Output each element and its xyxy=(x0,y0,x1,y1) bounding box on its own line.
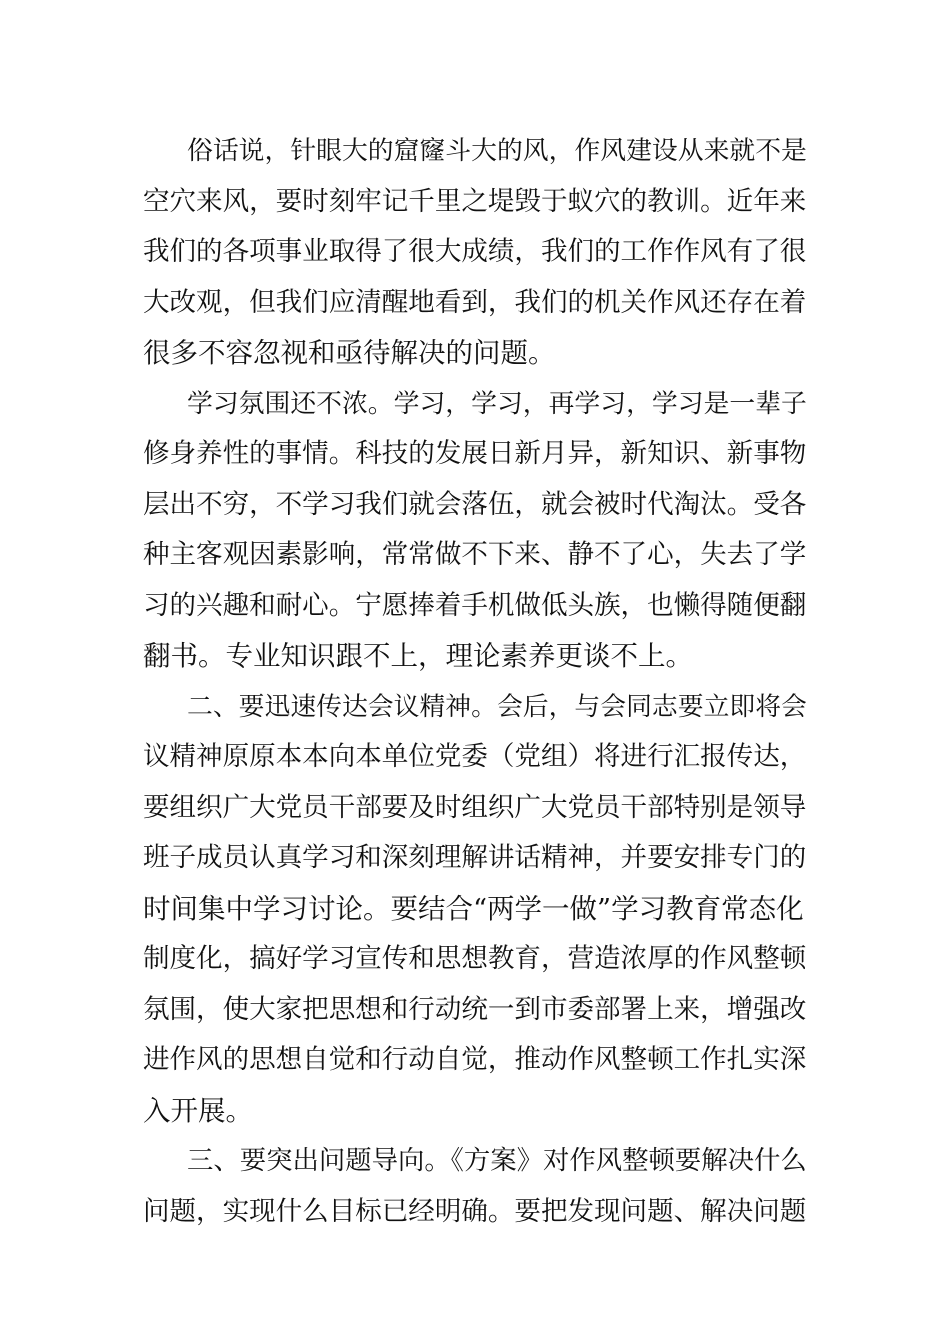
text-line: 空穴来风，要时刻牢记千里之堤毁于蚁穴的教训。近年来 xyxy=(143,185,807,217)
text-line: 入开展。 xyxy=(143,1094,253,1127)
paragraph-3 xyxy=(143,682,807,1137)
text-line: 俗话说，针眼大的窟窿斗大的风，作风建设从来就不是 xyxy=(187,136,807,166)
text-line: 问题，实现什么目标已经明确。要把发现问题、解决问题 xyxy=(143,1195,807,1227)
text-line: 议精神原原本本向本单位党委（党组）将进行汇报传达， xyxy=(143,741,807,772)
text-line: 种主客观因素影响，常常做不下来、静不了心，失去了学 xyxy=(143,539,807,570)
text-line: 我们的各项事业取得了很大成绩，我们的工作作风有了很 xyxy=(143,236,807,267)
text-line: 层出不穷，不学习我们就会落伍，就会被时代淘汰。受各 xyxy=(143,488,807,520)
text-line: 很多不容忽视和亟待解决的问题。 xyxy=(143,337,556,369)
paragraph-1 xyxy=(143,126,807,379)
text-line: 三、要突出问题导向。《方案》对作风整顿要解决什么 xyxy=(187,1146,807,1176)
text-line: 修身养性的事情。科技的发展日新月异，新知识、新事物 xyxy=(143,438,807,469)
text-line: 二、要迅速传达会议精神。会后，与会同志要立即将会 xyxy=(187,691,807,722)
paragraph-2 xyxy=(143,379,807,682)
text-line: 学习氛围还不浓。学习，学习，再学习，学习是一辈子 xyxy=(187,388,807,419)
paragraph-4 xyxy=(143,1136,807,1237)
text-line: 进作风的思想自觉和行动自觉，推动作风整顿工作扎实深 xyxy=(143,1044,807,1075)
text-line: 时间集中学习讨论。要结合“两学一做”学习教育常态化 xyxy=(143,892,804,925)
text-line: 大改观，但我们应清醒地看到，我们的机关作风还存在着 xyxy=(143,286,807,318)
document-body xyxy=(143,126,807,1237)
text-line: 要组织广大党员干部要及时组织广大党员干部特别是领导 xyxy=(143,791,807,823)
text-line: 翻书。专业知识跟不上，理论素养更谈不上。 xyxy=(143,640,693,672)
text-line: 氛围，使大家把思想和行动统一到市委部署上来，增强改 xyxy=(143,993,807,1025)
text-line: 习的兴趣和耐心。宁愿捧着手机做低头族，也懒得随便翻 xyxy=(143,589,807,621)
text-line: 制度化，搞好学习宣传和思想教育，营造浓厚的作风整顿 xyxy=(143,943,807,974)
text-line: 班子成员认真学习和深刻理解讲话精神，并要安排专门的 xyxy=(143,842,807,873)
